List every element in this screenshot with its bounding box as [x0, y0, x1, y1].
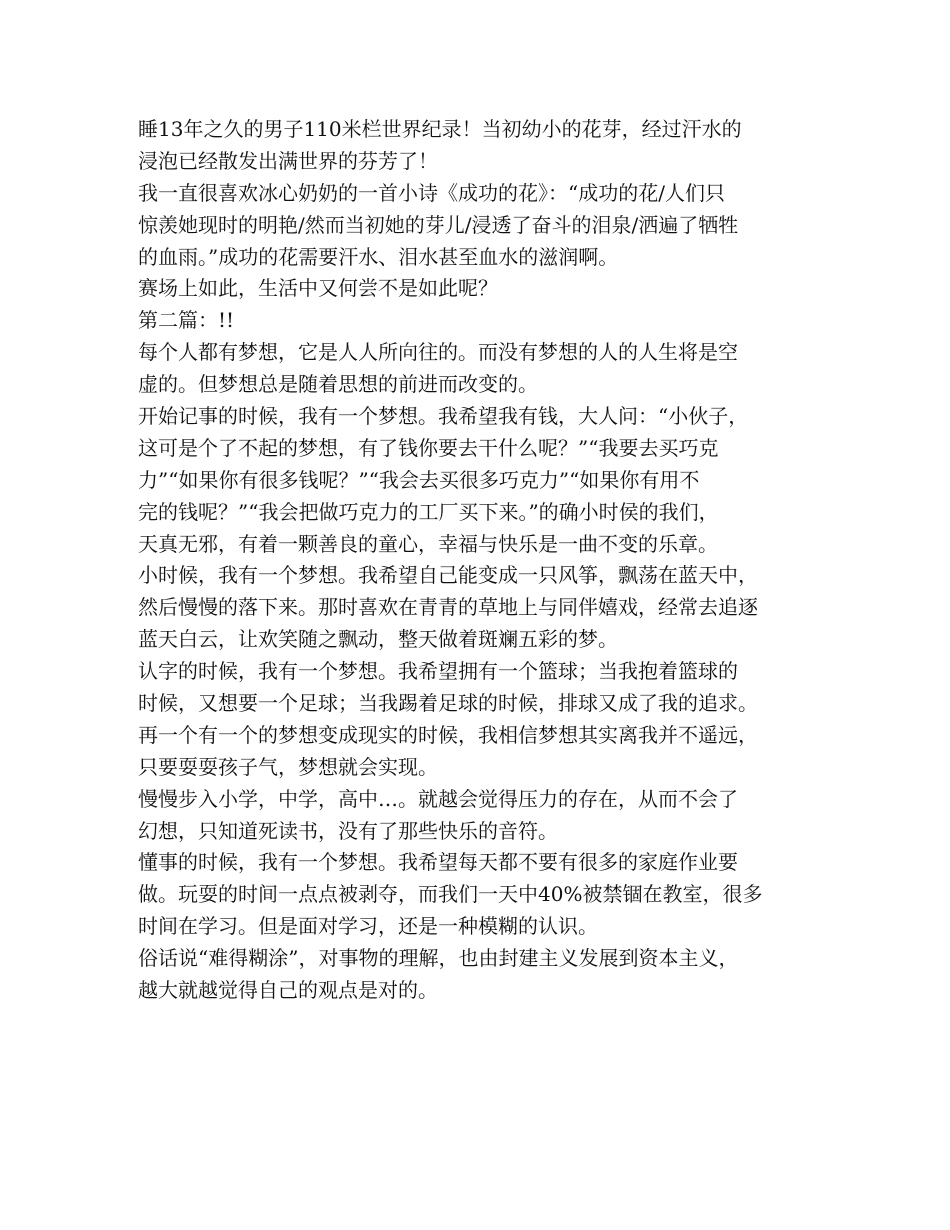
text-line: 蓝天白云，让欢笑随之飘动，整天做着斑斓五彩的梦。 — [138, 627, 618, 652]
text-line: 赛场上如此，生活中又何尝不是如此呢？ — [138, 276, 498, 301]
text-line: 懂事的时候，我有一个梦想。我希望每天都不要有很多的家庭作业要 — [138, 850, 738, 875]
text-line: 越大就越觉得自己的观点是对的。 — [138, 978, 438, 1003]
text-line: 做。玩耍的时间一点点被剥夺，而我们一天中40%被禁锢在教室，很多 — [138, 882, 763, 907]
text-line: 再一个有一个的梦想变成现实的时候，我相信梦想其实离我并不遥远， — [138, 722, 758, 747]
text-line: 小时候，我有一个梦想。我希望自己能变成一只风筝，飘荡在蓝天中， — [138, 563, 758, 588]
text-line: 认字的时候，我有一个梦想。我希望拥有一个篮球；当我抱着篮球的 — [138, 659, 738, 684]
text-line: 俗话说“难得糊涂”，对事物的理解，也由封建主义发展到资本主义， — [138, 946, 739, 971]
text-line: 惊羡她现时的明艳/然而当初她的芽儿/浸透了奋斗的泪泉/洒遍了牺牲 — [138, 212, 739, 237]
section-heading: 第二篇：!! — [138, 308, 235, 333]
document-body — [138, 114, 838, 1007]
text-line: 力”“如果你有很多钱呢？”“我会去买很多巧克力”“如果你有用不 — [138, 467, 700, 492]
text-line: 时候，又想要一个足球；当我踢着足球的时候，排球又成了我的追求。 — [138, 691, 758, 716]
text-line: 每个人都有梦想，它是人人所向往的。而没有梦想的人的人生将是空 — [138, 340, 738, 365]
text-line: 然后慢慢的落下来。那时喜欢在青青的草地上与同伴嬉戏，经常去追逐 — [138, 595, 758, 620]
text-line: 的血雨。”成功的花需要汗水、泪水甚至血水的滋润啊。 — [138, 244, 619, 269]
text-line: 天真无邪，有着一颗善良的童心，幸福与快乐是一曲不变的乐章。 — [138, 531, 718, 556]
text-line: 我一直很喜欢冰心奶奶的一首小诗《成功的花》：“成功的花/人们只 — [138, 180, 725, 205]
text-line: 慢慢步入小学，中学，高中…。就越会觉得压力的存在，从而不会了 — [138, 786, 738, 811]
text-line: 虚的。但梦想总是随着思想的前进而改变的。 — [138, 372, 538, 397]
text-line: 这可是个了不起的梦想，有了钱你要去干什么呢？”“我要去买巧克 — [138, 435, 719, 460]
text-line: 幻想，只知道死读书，没有了那些快乐的音符。 — [138, 818, 558, 843]
text-line: 只要耍耍孩子气，梦想就会实现。 — [138, 754, 438, 779]
text-line: 时间在学习。但是面对学习，还是一种模糊的认识。 — [138, 914, 598, 939]
text-line: 开始记事的时候，我有一个梦想。我希望我有钱，大人问：“小伙子， — [138, 404, 749, 429]
text-line: 浸泡已经散发出满世界的芬芳了！ — [138, 148, 438, 173]
text-line: 睡13年之久的男子110米栏世界纪录！当初幼小的花芽，经过汗水的 — [138, 117, 742, 141]
text-line: 完的钱呢？”“我会把做巧克力的工厂买下来。”的确小时侯的我们， — [138, 499, 719, 524]
